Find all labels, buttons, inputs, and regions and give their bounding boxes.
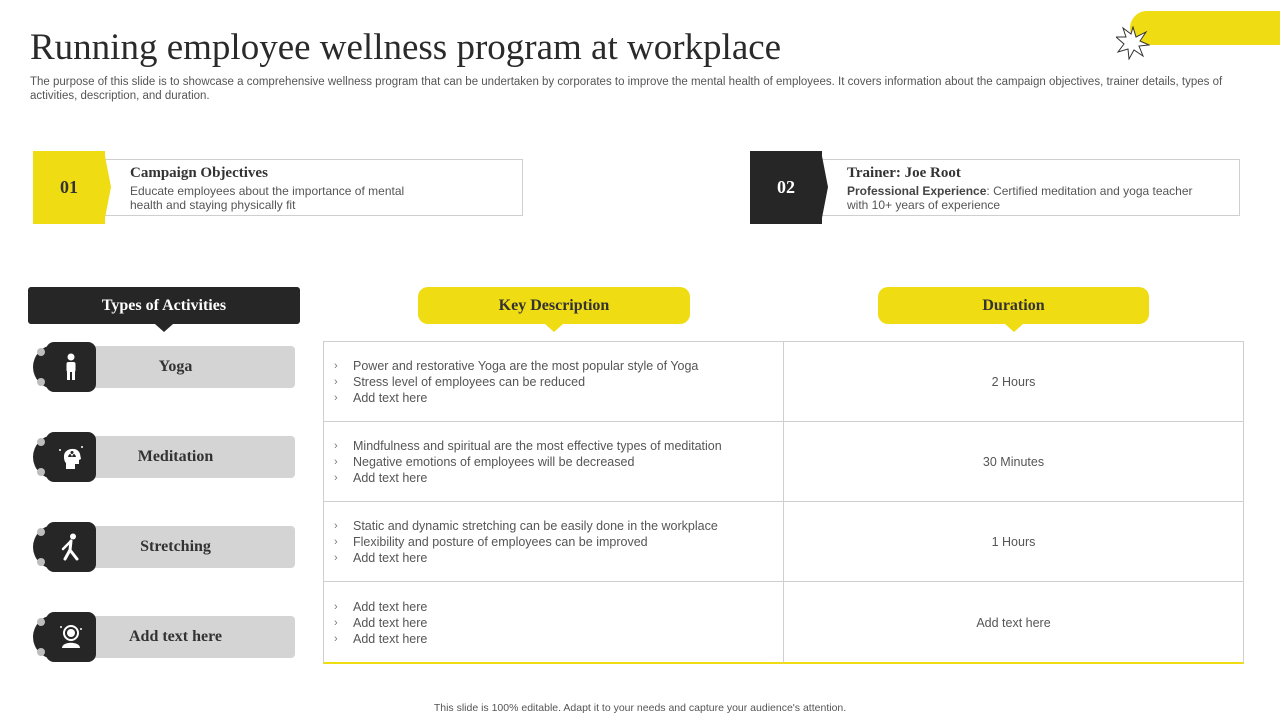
duration-cell: 1 Hours bbox=[991, 534, 1036, 549]
chevron-right-icon: › bbox=[334, 632, 338, 645]
bullet-text: Mindfulness and spiritual are the most effective types of meditation bbox=[353, 438, 722, 453]
list-item bbox=[334, 358, 783, 374]
activity-dot bbox=[37, 618, 45, 626]
table-row bbox=[324, 502, 1243, 582]
description-cell bbox=[324, 342, 784, 421]
bullet-text: Add text here bbox=[353, 470, 428, 485]
bullet-text: Static and dynamic stretching can be easily done in the workplace bbox=[353, 518, 718, 533]
chevron-right-icon: › bbox=[334, 535, 338, 548]
description-cell bbox=[324, 502, 784, 581]
activity-yoga bbox=[33, 342, 295, 392]
bullet-text: Add text here bbox=[353, 615, 428, 630]
card-arrow-01 bbox=[104, 151, 111, 223]
activity-dot bbox=[37, 348, 45, 356]
activity-dot bbox=[37, 528, 45, 536]
trainer-experience-value: : Certified meditation and yoga teacher with 10+ years of experience bbox=[847, 184, 1193, 212]
page-title: Running employee wellness program at workplace bbox=[30, 27, 782, 68]
activity-dot bbox=[37, 468, 45, 476]
activity-dot bbox=[37, 558, 45, 566]
list-item bbox=[334, 550, 783, 566]
trainer-experience-label: Professional Experience bbox=[847, 184, 987, 198]
bullet-text: Flexibility and posture of employees can be improved bbox=[353, 534, 648, 549]
table-row bbox=[324, 422, 1243, 502]
chevron-right-icon: › bbox=[334, 519, 338, 532]
trainer-heading: Trainer: Joe Root bbox=[847, 165, 961, 181]
chevron-right-icon: › bbox=[334, 455, 338, 468]
list-item bbox=[334, 518, 783, 534]
duration-cell: Add text here bbox=[976, 615, 1051, 630]
bullet-text: Add text here bbox=[353, 550, 428, 565]
card-arrow-02 bbox=[821, 151, 828, 223]
activity-dot bbox=[37, 648, 45, 656]
list-item bbox=[334, 534, 783, 550]
activity-label: Stretching bbox=[140, 538, 211, 555]
chevron-right-icon: › bbox=[334, 359, 338, 372]
footer-note: This slide is 100% editable. Adapt it to your needs and capture your audience's attention. bbox=[433, 702, 847, 714]
description-cell bbox=[324, 582, 784, 663]
chevron-right-icon: › bbox=[334, 375, 338, 388]
chevron-right-icon: › bbox=[334, 600, 338, 613]
trainer-text bbox=[847, 184, 1217, 212]
bullet-text: Add text here bbox=[353, 599, 428, 614]
activity-label: Meditation bbox=[137, 448, 214, 465]
duration-header: Duration bbox=[878, 287, 1149, 324]
activity-dot bbox=[37, 378, 45, 386]
bullet-text: Negative emotions of employees will be decreased bbox=[353, 454, 635, 469]
bullet-text: Power and restorative Yoga are the most popular style of Yoga bbox=[353, 358, 699, 373]
activity-dot bbox=[37, 438, 45, 446]
list-item bbox=[334, 438, 783, 454]
bullet-text: Stress level of employees can be reduced bbox=[353, 374, 586, 389]
types-of-activities-header: Types of Activities bbox=[28, 287, 300, 324]
activity-meditation bbox=[33, 432, 295, 482]
list-item bbox=[334, 374, 783, 390]
table-row bbox=[324, 342, 1243, 422]
bullet-text: Add text here bbox=[353, 390, 428, 405]
chevron-right-icon: › bbox=[334, 471, 338, 484]
list-item bbox=[334, 454, 783, 470]
campaign-objectives-text: Educate employees about the importance of mental health and staying physically fit bbox=[130, 184, 405, 212]
activity-label: Add text here bbox=[128, 628, 223, 645]
table-row bbox=[324, 582, 1243, 663]
activity-stretching bbox=[33, 522, 295, 572]
decorative-yellow-bar bbox=[1130, 11, 1280, 45]
card-number-02: 02 bbox=[750, 151, 822, 224]
chevron-right-icon: › bbox=[334, 616, 338, 629]
activity-label: Yoga bbox=[158, 358, 193, 375]
chevron-right-icon: › bbox=[334, 551, 338, 564]
campaign-objectives-heading: Campaign Objectives bbox=[130, 165, 268, 181]
activity-add-text bbox=[33, 612, 295, 662]
list-item bbox=[334, 470, 783, 486]
activities-table bbox=[323, 341, 1244, 664]
chevron-right-icon: › bbox=[334, 391, 338, 404]
card-number-01: 01 bbox=[33, 151, 105, 224]
list-item bbox=[334, 599, 783, 615]
page-subtitle: The purpose of this slide is to showcase a comprehensive wellness program that can be undertaken by corporates to improve the mental health of employees. It covers information about the campaign objectives, trainer details, types of activities, description, and duration. bbox=[30, 76, 1223, 102]
description-cell bbox=[324, 422, 784, 501]
list-item bbox=[334, 615, 783, 631]
duration-cell: 30 Minutes bbox=[982, 454, 1045, 469]
list-item bbox=[334, 390, 783, 406]
chevron-right-icon: › bbox=[334, 439, 338, 452]
duration-cell: 2 Hours bbox=[991, 374, 1036, 389]
list-item bbox=[334, 631, 783, 647]
key-description-header: Key Description bbox=[418, 287, 690, 324]
sun-burst-icon bbox=[1116, 26, 1150, 60]
bullet-text: Add text here bbox=[353, 631, 428, 646]
